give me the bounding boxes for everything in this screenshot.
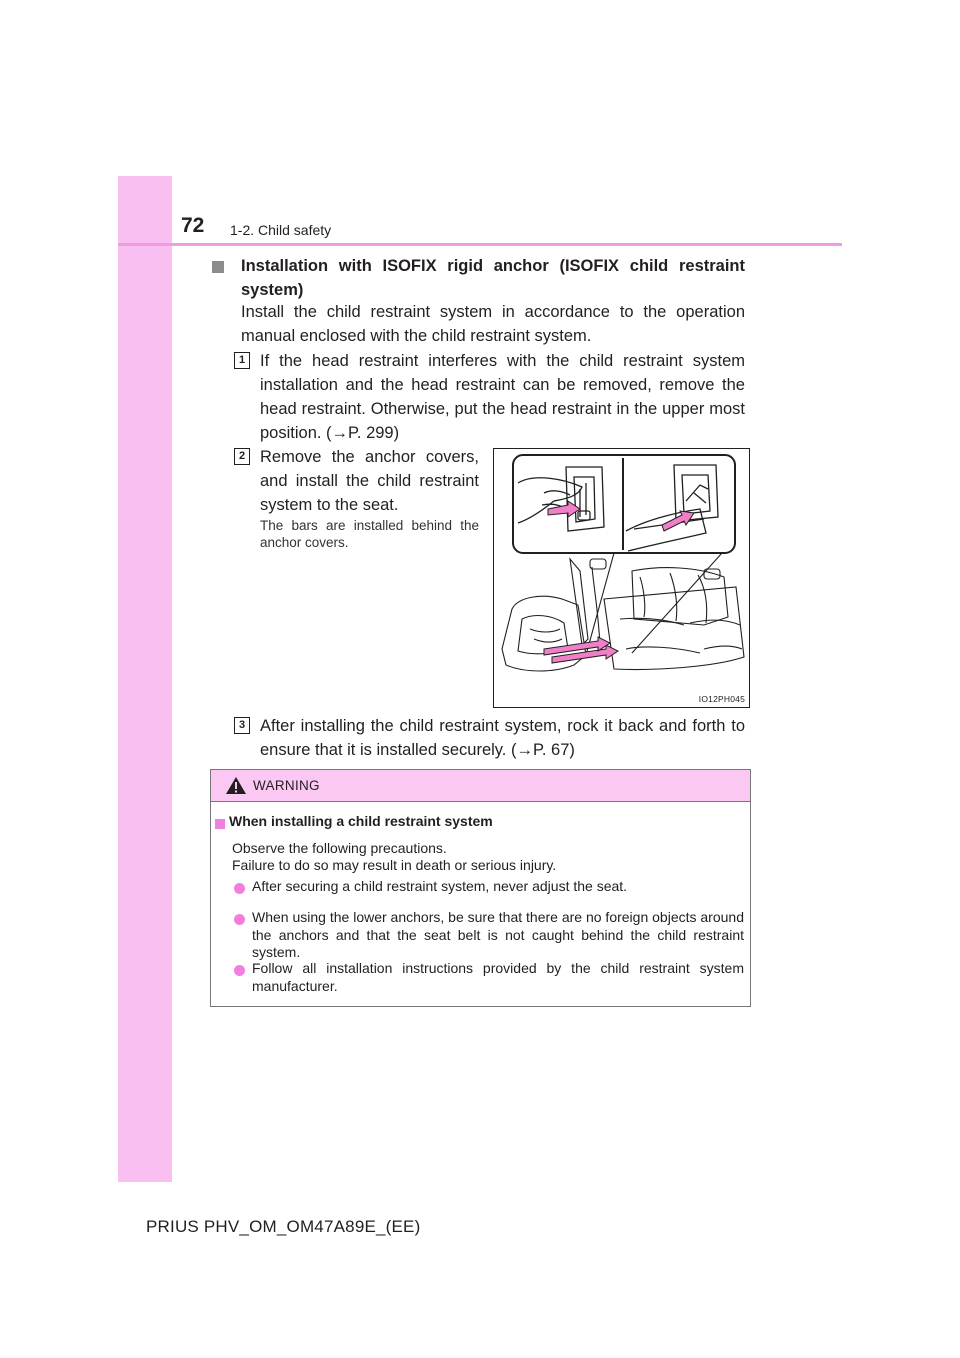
heading-marker [212,261,224,273]
warning-bullet-1: After securing a child restraint system, never adjust the seat. [252,878,628,894]
figure-code: IO12PH045 [698,694,745,704]
warning-box [210,769,751,1007]
warning-heading-marker [215,819,225,829]
warning-triangle-icon [225,776,247,795]
warning-title: WARNING [253,778,320,793]
step-number-3: 3 [234,717,250,734]
warning-header [211,770,750,802]
footer-document-code: PRIUS PHV_OM_OM47A89E_(EE) [146,1217,421,1236]
warning-bullet-2: When using the lower anchors, be sure that there are no foreign objects around the anchors and that the seat belt is not caught behind the child restraint system. [252,909,744,960]
intro-paragraph: Install the child restraint system in accordance to the operation manual enclosed with the child restraint system. [241,303,745,345]
section-heading: Installation with ISOFIX rigid anchor (ISOFIX child restraint system) [241,257,745,299]
warning-bullet-2-dot [234,914,245,925]
step-number-1: 1 [234,352,250,369]
step-3-text: After installing the child restraint system, rock it back and forth to ensure that it is installed securely. (→P. 67) [260,717,745,759]
warning-bullet-3: Follow all installation instructions provided by the child restraint system manufacturer. [252,960,744,994]
section-title: 1-2. Child safety [230,222,332,238]
step-2-note: The bars are installed behind the anchor covers. [260,518,479,550]
isofix-illustration [493,448,750,708]
warning-bullet-1-dot [234,883,245,894]
step-1-text: If the head restraint interferes with the child restraint system installation and the head restraint can be removed, remove the head restraint. Otherwise, put the head restraint in the upper most position. (→P. 299) [260,352,745,442]
step-2-text: Remove the anchor covers, and install the child restraint system to the seat. [260,448,479,514]
warning-bullet-3-dot [234,965,245,976]
step-number-2: 2 [234,448,250,465]
warning-heading: When installing a child restraint system [229,813,493,829]
warning-line-2: Failure to do so may result in death or serious injury. [232,857,557,873]
page-number: 72 [181,214,205,237]
warning-line-1: Observe the following precautions. [232,840,447,856]
header-rule [118,243,842,246]
isofix-illustration-drawing [494,449,750,708]
sidebar-band [118,176,172,1182]
